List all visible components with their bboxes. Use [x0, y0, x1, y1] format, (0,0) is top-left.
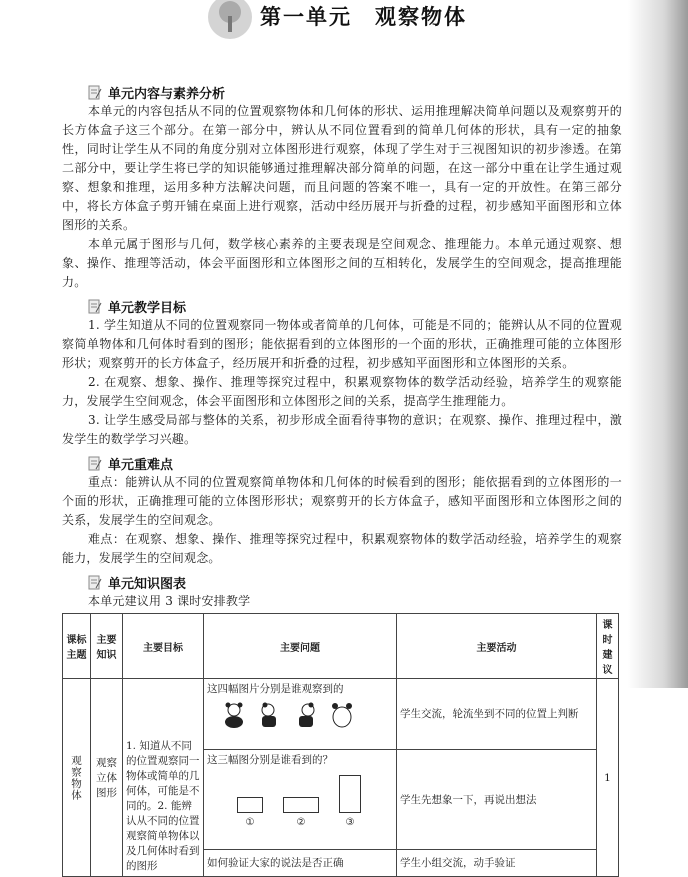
panda-views	[223, 702, 393, 728]
rectangle-shape	[283, 797, 319, 813]
topic-cell: 观察物体	[70, 754, 82, 801]
paragraph: 3. 让学生感受局部与整体的关系，初步形成全面看待事物的意识；在观察、操作、推理过程中，激发学生的数学学习兴趣。	[62, 413, 622, 446]
rectangle-shape	[339, 775, 361, 813]
table-row	[63, 679, 619, 750]
header-cell: 课时建议	[597, 614, 619, 679]
notepad-icon	[88, 456, 102, 471]
question-cell: 这四幅图片分别是谁观察到的	[204, 679, 397, 750]
document-body	[62, 78, 622, 877]
knowledge-cell: 观察立体图形	[91, 679, 123, 877]
panda-front-icon	[223, 702, 245, 728]
panda-side-icon	[259, 702, 281, 728]
section-heading: 单元知识图表	[88, 572, 622, 592]
section-heading: 单元重难点	[88, 453, 622, 473]
panda-side2-icon	[295, 702, 317, 728]
question-cell: 这三幅图分别是谁看到的？ ① ② ③	[204, 749, 397, 849]
header-cell: 主要问题	[204, 614, 397, 679]
page-title: 第一单元 观察物体	[260, 5, 467, 29]
paragraph: 难点：在观察、想象、操作、推理等探究过程中，积累观察物体的数学活动经验，培养学生的观察能力，发展学生的空间观念。	[62, 532, 622, 565]
header-cell: 课标主题	[63, 614, 91, 679]
activity-cell: 学生小组交流，动手验证	[397, 849, 597, 876]
table-header-row	[63, 614, 619, 679]
header-cell: 主要活动	[397, 614, 597, 679]
paragraph: 本单元的内容包括从不同的位置观察物体和几何体的形状、运用推理解决简单问题以及观察剪开的长方体盒子这三个部分。在第一部分中，辨认从不同位置看到的简单几何体的形状，具有一定的抽象性，同时让学生从不同的角度分别对立体图形进行观察，体现了学生对于三视图知识的初步渗透。在第二部分中，要让学生将已学的知识能够通过推理解决部分简单的问题，在这一部分中重在让学生通过观察、想象和推理，运用多种方法解决问题，而且问题的答案不唯一，具有一定的开放性。在第三部分中，将长方体盒子剪开铺在桌面上进行观察，活动中经历展开与折叠的过程，初步感知平面图形和立体图形的关系。	[62, 104, 622, 232]
activity-cell: 学生先想象一下，再说出想法	[397, 749, 597, 849]
rectangle-views: ① ② ③	[237, 775, 393, 828]
paragraph: 本单元建议用 3 课时安排教学	[88, 594, 251, 608]
section-heading: 单元内容与素养分析	[88, 82, 622, 102]
paragraph: 2. 在观察、想象、操作、推理等探究过程中，积累观察物体的数学活动经验，培养学生的观察能力，发展学生空间观念，体会平面图形和立体图形之间的关系，提高学生推理能力。	[62, 375, 622, 408]
question-cell: 如何验证大家的说法是否正确	[204, 849, 397, 876]
page-header	[208, 0, 467, 32]
header-cell: 主要目标	[123, 614, 204, 679]
activity-cell: 学生交流，轮流坐到不同的位置上判断	[397, 679, 597, 750]
hours-cell: 1	[597, 679, 619, 877]
page-edge-shadow	[628, 0, 688, 688]
knowledge-table	[62, 613, 619, 877]
notepad-icon	[88, 299, 102, 314]
notepad-icon	[88, 85, 102, 100]
tree-icon	[208, 0, 252, 39]
paragraph: 重点：能辨认从不同的位置观察简单物体和几何体的时候看到的图形；能依据看到的立体图形的一个面的形状，正确推理可能的立体图形形状；观察剪开的长方体盒子，感知平面图形和立体图形之间的关系，发展学生的空间观念。	[62, 475, 622, 527]
goal-cell: 1. 知道从不同的位置观察同一物体或简单的几何体，可能是不同的。2. 能辨认从不同的位置观察简单物体以及几何体时看到的图形	[123, 679, 204, 877]
rectangle-shape	[237, 797, 263, 813]
panda-back-icon	[331, 702, 353, 728]
paragraph: 本单元属于图形与几何，数学核心素养的主要表现是空间观念、推理能力。本单元通过观察、想象、操作、推理等活动，体会平面图形和立体图形之间的互相转化，发展学生的空间观念，提高推理能力。	[62, 237, 622, 289]
section-heading: 单元教学目标	[88, 296, 622, 316]
header-cell: 主要知识	[91, 614, 123, 679]
notepad-icon	[88, 575, 102, 590]
paragraph: 1. 学生知道从不同的位置观察同一物体或者简单的几何体，可能是不同的；能辨认从不同的位置观察简单物体和几何体时看到的图形；能依据看到的立体图形的一个面的形状，正确推理可能的立体图形形状；观察剪开的长方体盒子，经历展开和折叠的过程，初步感知平面图形和立体图形的关系。	[62, 318, 622, 370]
